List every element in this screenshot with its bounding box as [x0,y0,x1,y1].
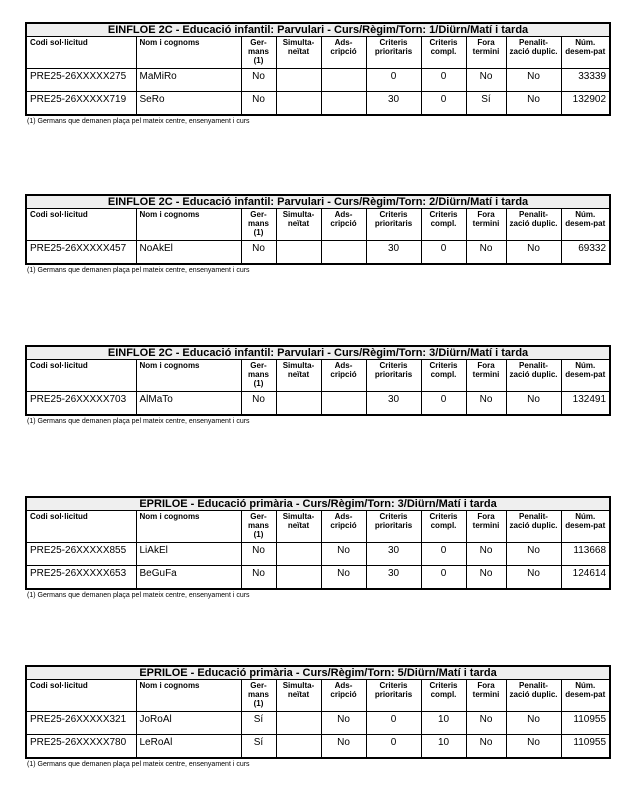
cell-late-submission: No [466,392,506,416]
table-row [26,543,610,566]
header-row [26,511,610,543]
header-tiebreak-number: Núm. desem-pat [561,680,610,712]
header-assignment: Ads-cripció [321,511,366,543]
header-row [26,360,610,392]
cell-duplicate-penalty: No [506,392,561,416]
cell-request-code: PRE25-26XXXXX653 [26,566,136,590]
cell-request-code: PRE25-26XXXXX457 [26,241,136,265]
cell-complementary-criteria: 10 [421,735,466,759]
cell-late-submission: No [466,543,506,566]
header-complementary-criteria: Criteris compl. [421,37,466,69]
cell-request-code: PRE25-26XXXXX321 [26,712,136,735]
cell-simultaneity [276,735,321,759]
cell-siblings: Sí [241,712,276,735]
header-complementary-criteria: Criteris compl. [421,511,466,543]
header-tiebreak-number: Núm. desem-pat [561,511,610,543]
cell-simultaneity [276,69,321,92]
cell-complementary-criteria: 0 [421,543,466,566]
cell-duplicate-penalty: No [506,543,561,566]
header-duplicate-penalty: Penalit-zació duplic. [506,209,561,241]
allocation-section [25,345,609,425]
section-title: EINFLOE 2C - Educació infantil: Parvulari - Curs/Règim/Torn: 3/Diürn/Matí i tarda [26,346,610,360]
allocation-section [25,194,609,274]
header-request-code: Codi sol·licitud [26,360,136,392]
header-simultaneity: Simulta-neïtat [276,680,321,712]
allocation-table [25,665,611,759]
header-priority-criteria: Criteris prioritaris [366,360,421,392]
header-tiebreak-number: Núm. desem-pat [561,360,610,392]
header-assignment: Ads-cripció [321,37,366,69]
allocation-table [25,194,611,265]
cell-late-submission: No [466,735,506,759]
cell-simultaneity [276,566,321,590]
header-complementary-criteria: Criteris compl. [421,680,466,712]
footnote: (1) Germans que demanen plaça pel mateix centre, ensenyament i curs [27,592,250,599]
cell-priority-criteria: 30 [366,543,421,566]
cell-request-code: PRE25-26XXXXX855 [26,543,136,566]
cell-siblings: No [241,392,276,416]
header-full-name: Nom i cognoms [136,209,241,241]
header-simultaneity: Simulta-neïtat [276,209,321,241]
cell-siblings: No [241,92,276,116]
header-request-code: Codi sol·licitud [26,680,136,712]
table-row [26,92,610,116]
table-row [26,241,610,265]
cell-request-code: PRE25-26XXXXX719 [26,92,136,116]
header-duplicate-penalty: Penalit-zació duplic. [506,511,561,543]
cell-request-code: PRE25-26XXXXX780 [26,735,136,759]
cell-full-name: LeRoAl [136,735,241,759]
cell-late-submission: No [466,69,506,92]
cell-duplicate-penalty: No [506,735,561,759]
table-row [26,712,610,735]
cell-request-code: PRE25-26XXXXX703 [26,392,136,416]
cell-complementary-criteria: 10 [421,712,466,735]
allocation-table [25,345,611,416]
allocation-section [25,665,609,768]
header-siblings: Ger-mans (1) [241,209,276,241]
cell-late-submission: No [466,566,506,590]
cell-full-name: NoAkEl [136,241,241,265]
header-late-submission: Fora termini [466,511,506,543]
header-full-name: Nom i cognoms [136,360,241,392]
cell-tiebreak-number: 69332 [561,241,610,265]
header-siblings: Ger-mans (1) [241,360,276,392]
cell-siblings: No [241,566,276,590]
cell-siblings: No [241,69,276,92]
cell-siblings: No [241,543,276,566]
allocation-section [25,496,609,599]
cell-priority-criteria: 30 [366,92,421,116]
header-siblings: Ger-mans (1) [241,680,276,712]
header-assignment: Ads-cripció [321,680,366,712]
header-simultaneity: Simulta-neïtat [276,360,321,392]
header-siblings: Ger-mans (1) [241,511,276,543]
cell-tiebreak-number: 132491 [561,392,610,416]
cell-assignment: No [321,543,366,566]
header-priority-criteria: Criteris prioritaris [366,511,421,543]
table-row [26,392,610,416]
cell-tiebreak-number: 110955 [561,712,610,735]
header-request-code: Codi sol·licitud [26,37,136,69]
cell-assignment [321,69,366,92]
cell-siblings: No [241,241,276,265]
cell-assignment: No [321,712,366,735]
header-full-name: Nom i cognoms [136,680,241,712]
header-priority-criteria: Criteris prioritaris [366,37,421,69]
section-title-row [26,497,610,511]
cell-simultaneity [276,543,321,566]
cell-late-submission: Sí [466,92,506,116]
header-row [26,37,610,69]
cell-late-submission: No [466,241,506,265]
cell-simultaneity [276,392,321,416]
header-assignment: Ads-cripció [321,360,366,392]
cell-simultaneity [276,241,321,265]
cell-priority-criteria: 30 [366,392,421,416]
cell-full-name: BeGuFa [136,566,241,590]
cell-complementary-criteria: 0 [421,392,466,416]
header-row [26,680,610,712]
cell-complementary-criteria: 0 [421,566,466,590]
header-priority-criteria: Criteris prioritaris [366,680,421,712]
cell-simultaneity [276,92,321,116]
header-late-submission: Fora termini [466,37,506,69]
cell-full-name: LiAkEl [136,543,241,566]
header-late-submission: Fora termini [466,360,506,392]
header-request-code: Codi sol·licitud [26,511,136,543]
header-simultaneity: Simulta-neïtat [276,511,321,543]
header-late-submission: Fora termini [466,209,506,241]
section-title-row [26,346,610,360]
header-complementary-criteria: Criteris compl. [421,209,466,241]
header-duplicate-penalty: Penalit-zació duplic. [506,680,561,712]
cell-assignment [321,92,366,116]
table-row [26,566,610,590]
section-title: EINFLOE 2C - Educació infantil: Parvulari - Curs/Règim/Torn: 2/Diürn/Matí i tarda [26,195,610,209]
cell-duplicate-penalty: No [506,69,561,92]
cell-full-name: SeRo [136,92,241,116]
cell-tiebreak-number: 132902 [561,92,610,116]
footnote: (1) Germans que demanen plaça pel mateix centre, ensenyament i curs [27,418,250,425]
cell-tiebreak-number: 110955 [561,735,610,759]
cell-assignment: No [321,566,366,590]
cell-priority-criteria: 0 [366,735,421,759]
header-complementary-criteria: Criteris compl. [421,360,466,392]
cell-priority-criteria: 30 [366,241,421,265]
cell-duplicate-penalty: No [506,92,561,116]
header-duplicate-penalty: Penalit-zació duplic. [506,37,561,69]
footnote: (1) Germans que demanen plaça pel mateix centre, ensenyament i curs [27,761,250,768]
header-simultaneity: Simulta-neïtat [276,37,321,69]
cell-priority-criteria: 30 [366,566,421,590]
cell-duplicate-penalty: No [506,241,561,265]
cell-full-name: MaMiRo [136,69,241,92]
cell-assignment: No [321,735,366,759]
header-duplicate-penalty: Penalit-zació duplic. [506,360,561,392]
cell-request-code: PRE25-26XXXXX275 [26,69,136,92]
cell-full-name: JoRoAl [136,712,241,735]
footnote: (1) Germans que demanen plaça pel mateix centre, ensenyament i curs [27,118,250,125]
cell-assignment [321,241,366,265]
header-full-name: Nom i cognoms [136,511,241,543]
cell-simultaneity [276,712,321,735]
allocation-table [25,22,611,116]
section-title-row [26,23,610,37]
section-title-row [26,195,610,209]
cell-priority-criteria: 0 [366,69,421,92]
cell-tiebreak-number: 124614 [561,566,610,590]
section-title: EINFLOE 2C - Educació infantil: Parvulari - Curs/Règim/Torn: 1/Diürn/Matí i tarda [26,23,610,37]
allocation-section [25,22,609,125]
section-title-row [26,666,610,680]
header-tiebreak-number: Núm. desem-pat [561,209,610,241]
header-full-name: Nom i cognoms [136,37,241,69]
header-siblings: Ger-mans (1) [241,37,276,69]
cell-full-name: AlMaTo [136,392,241,416]
section-title: EPRILOE - Educació primària - Curs/Règim/Torn: 3/Diürn/Matí i tarda [26,497,610,511]
cell-duplicate-penalty: No [506,712,561,735]
cell-priority-criteria: 0 [366,712,421,735]
header-row [26,209,610,241]
header-tiebreak-number: Núm. desem-pat [561,37,610,69]
cell-complementary-criteria: 0 [421,241,466,265]
table-row [26,69,610,92]
cell-complementary-criteria: 0 [421,69,466,92]
table-row [26,735,610,759]
cell-assignment [321,392,366,416]
cell-late-submission: No [466,712,506,735]
section-title: EPRILOE - Educació primària - Curs/Règim/Torn: 5/Diürn/Matí i tarda [26,666,610,680]
allocation-table [25,496,611,590]
cell-duplicate-penalty: No [506,566,561,590]
footnote: (1) Germans que demanen plaça pel mateix centre, ensenyament i curs [27,267,250,274]
cell-tiebreak-number: 33339 [561,69,610,92]
cell-siblings: Sí [241,735,276,759]
cell-tiebreak-number: 113668 [561,543,610,566]
header-late-submission: Fora termini [466,680,506,712]
header-priority-criteria: Criteris prioritaris [366,209,421,241]
header-assignment: Ads-cripció [321,209,366,241]
header-request-code: Codi sol·licitud [26,209,136,241]
cell-complementary-criteria: 0 [421,92,466,116]
